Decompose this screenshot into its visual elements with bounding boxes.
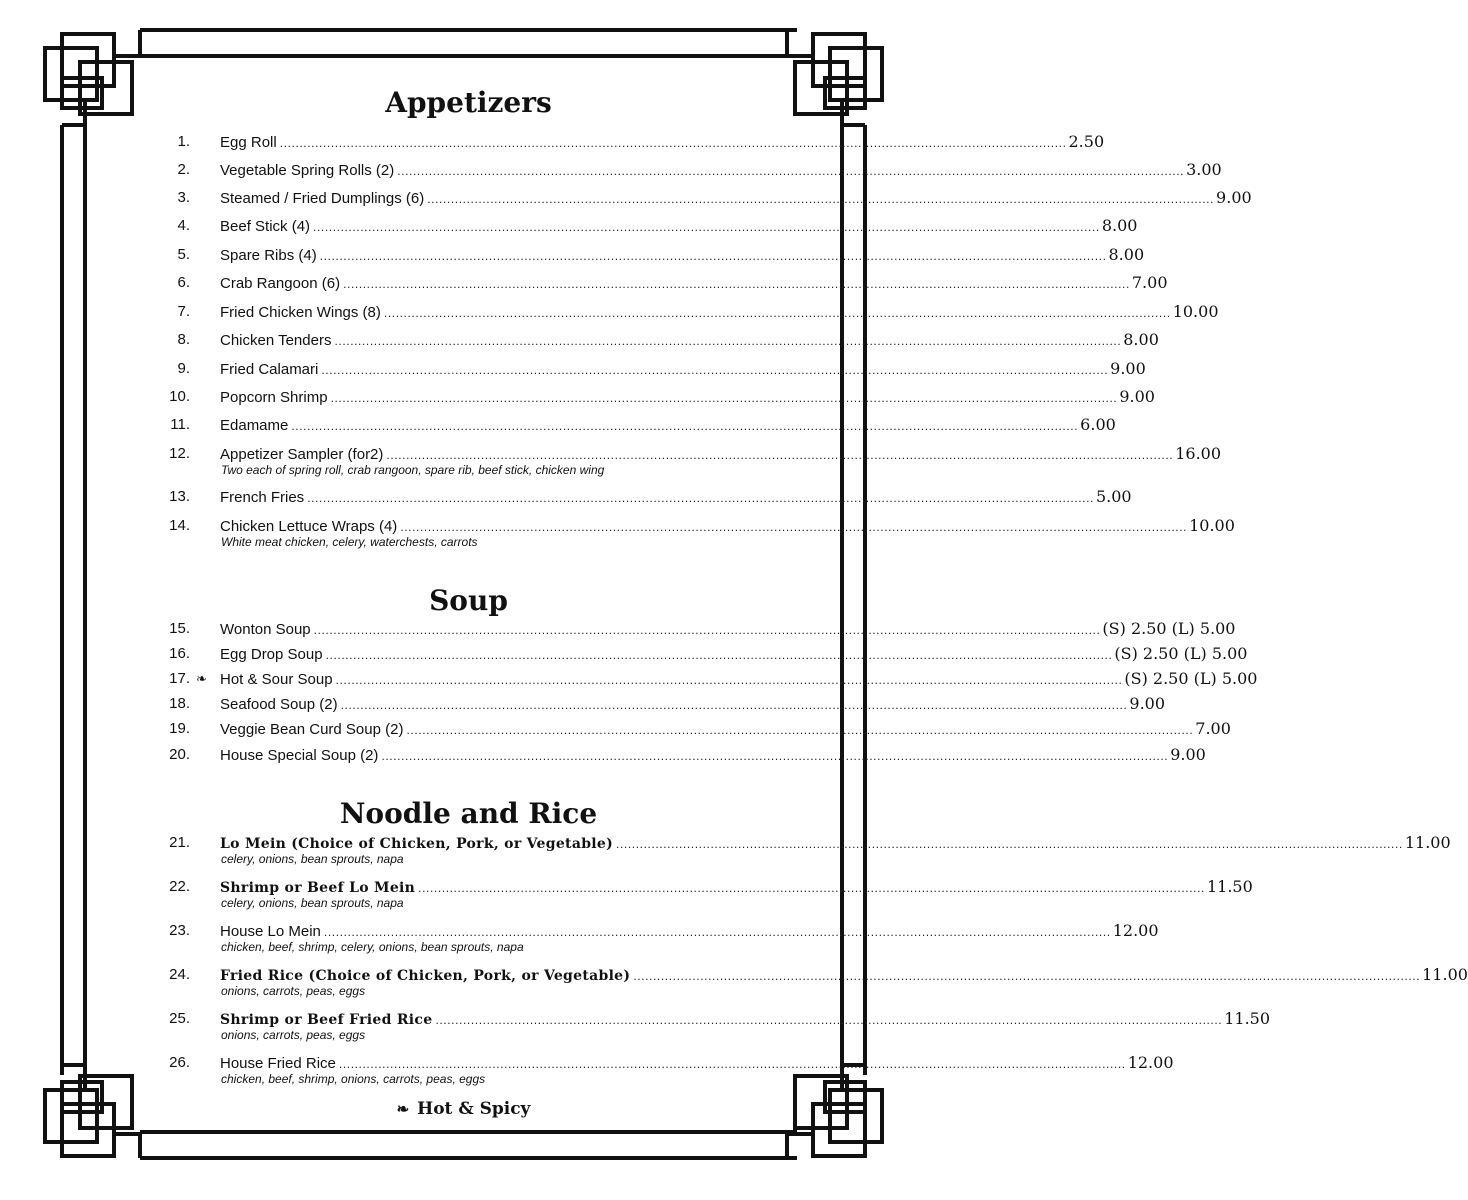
item-name: Fried Rice (Choice of Chicken, Pork, or Vegetable) xyxy=(220,968,631,984)
item-number: 15. xyxy=(169,620,190,637)
menu-item xyxy=(0,245,1145,269)
dot-leader: ........................................................................................................................................................................................................ xyxy=(397,164,1185,178)
item-description: celery, onions, bean sprouts, napa xyxy=(221,852,404,866)
item-number: 2. xyxy=(177,161,190,178)
item-number: 21. xyxy=(169,834,190,851)
item-line xyxy=(220,330,1159,351)
item-name: Steamed / Fried Dumplings (6) xyxy=(220,190,425,207)
item-number: 10. xyxy=(169,388,190,405)
item-number: 7. xyxy=(177,303,190,320)
pepper-icon: ❧ xyxy=(396,1100,410,1118)
item-line xyxy=(220,444,1222,465)
dot-leader: ........................................................................................................................................................................................................ xyxy=(291,419,1079,433)
item-line xyxy=(220,415,1116,436)
item-description: White meat chicken, celery, waterchests, carrots xyxy=(221,535,478,549)
item-line xyxy=(220,132,1105,153)
item-price: 11.50 xyxy=(1206,877,1253,896)
item-number: 25. xyxy=(169,1010,190,1027)
item-price: (S) 2.50 (L) 5.00 xyxy=(1102,619,1236,638)
item-number: 6. xyxy=(177,274,190,291)
item-line xyxy=(220,302,1219,323)
item-line xyxy=(220,694,1166,715)
item-price: 12.00 xyxy=(1127,1053,1174,1072)
item-name: House Lo Mein xyxy=(220,923,321,940)
item-description: Two each of spring roll, crab rangoon, spare rib, beef stick, chicken wing xyxy=(221,463,605,477)
dot-leader: ........................................................................................................................................................................................................ xyxy=(325,648,1113,662)
menu-item xyxy=(0,188,1252,212)
dot-leader: ........................................................................................................................................................................................................ xyxy=(330,391,1118,405)
dot-leader: ........................................................................................................................................................................................................ xyxy=(616,837,1403,851)
dot-leader: ........................................................................................................................................................................................................ xyxy=(313,623,1101,637)
item-price: 16.00 xyxy=(1175,444,1222,463)
item-line xyxy=(220,745,1206,766)
item-price: 9.00 xyxy=(1110,359,1146,378)
item-line xyxy=(220,921,1159,942)
menu-item xyxy=(0,415,1116,439)
item-line xyxy=(220,1009,1271,1030)
item-price: (S) 2.50 (L) 5.00 xyxy=(1114,644,1248,663)
item-number: 20. xyxy=(169,746,190,763)
menu-item xyxy=(0,387,1155,411)
item-price: 2.50 xyxy=(1068,132,1105,151)
noodle-rice-title: Noodle and Rice xyxy=(339,797,598,830)
menu-item xyxy=(0,273,1168,297)
item-price: 12.00 xyxy=(1112,921,1159,940)
dot-leader: ........................................................................................................................................................................................................ xyxy=(335,673,1123,687)
item-line xyxy=(220,273,1168,294)
item-name: Hot & Sour Soup xyxy=(220,671,333,688)
item-name: French Fries xyxy=(220,489,305,506)
item-name: Fried Chicken Wings (8) xyxy=(220,304,381,321)
item-name: Seafood Soup (2) xyxy=(220,696,338,713)
menu-item xyxy=(0,359,1146,383)
item-line xyxy=(220,160,1222,181)
item-line xyxy=(220,359,1146,380)
item-price: (S) 2.50 (L) 5.00 xyxy=(1124,669,1258,688)
item-number: 1. xyxy=(177,133,190,150)
item-number: 24. xyxy=(169,966,190,983)
menu-item xyxy=(0,745,1206,769)
item-line xyxy=(220,245,1145,266)
dot-leader: ........................................................................................................................................................................................................ xyxy=(334,334,1122,348)
item-description: onions, carrots, peas, eggs xyxy=(221,1028,366,1042)
item-line xyxy=(220,965,1468,986)
item-number: 19. xyxy=(169,720,190,737)
item-price: 5.00 xyxy=(1095,487,1132,506)
dot-leader: ........................................................................................................................................................................................................ xyxy=(323,925,1111,939)
menu-item xyxy=(0,644,1248,668)
dot-leader: ........................................................................................................................................................................................................ xyxy=(633,969,1421,983)
dot-leader: ........................................................................................................................................................................................................ xyxy=(279,136,1067,150)
menu-item xyxy=(0,444,1222,477)
item-name: Egg Drop Soup xyxy=(220,646,323,663)
menu-item xyxy=(0,216,1138,240)
item-name: Edamame xyxy=(220,417,289,434)
item-name: Fried Calamari xyxy=(220,361,319,378)
dot-leader: ........................................................................................................................................................................................................ xyxy=(307,491,1094,505)
dot-leader: ........................................................................................................................................................................................................ xyxy=(321,363,1109,377)
menu-item xyxy=(0,619,1236,643)
menu-item xyxy=(0,921,1159,954)
legend-label: Hot & Spicy xyxy=(417,1099,531,1119)
item-line xyxy=(220,516,1235,537)
item-line xyxy=(220,669,1258,690)
appetizers-title: Appetizers xyxy=(385,86,552,119)
item-price: 6.00 xyxy=(1080,415,1116,434)
item-number: 3. xyxy=(177,189,190,206)
item-price: 10.00 xyxy=(1189,516,1235,535)
item-line xyxy=(220,1053,1174,1074)
item-price: 7.00 xyxy=(1131,273,1168,292)
item-number: 22. xyxy=(169,878,190,895)
item-number: 12. xyxy=(169,445,190,462)
item-line xyxy=(220,833,1451,854)
menu-item xyxy=(0,694,1166,718)
menu-item xyxy=(0,302,1219,326)
item-line xyxy=(220,188,1252,209)
item-name: House Special Soup (2) xyxy=(220,747,379,764)
item-description: chicken, beef, shrimp, onions, carrots, peas, eggs xyxy=(221,1072,486,1086)
item-name: Shrimp or Beef Lo Mein xyxy=(220,880,416,896)
item-number: 4. xyxy=(177,217,190,234)
item-line xyxy=(220,216,1138,237)
item-name: Chicken Tenders xyxy=(220,332,332,349)
item-name: House Fried Rice xyxy=(220,1055,336,1072)
item-line xyxy=(220,387,1155,408)
item-number: 16. xyxy=(169,645,190,662)
menu-item xyxy=(0,487,1132,511)
item-line xyxy=(220,487,1132,508)
item-name: Crab Rangoon (6) xyxy=(220,275,341,292)
dot-leader: ........................................................................................................................................................................................................ xyxy=(418,881,1205,895)
item-number: 26. xyxy=(169,1054,190,1071)
item-description: chicken, beef, shrimp, celery, onions, bean sprouts, napa xyxy=(221,940,524,954)
dot-leader: ........................................................................................................................................................................................................ xyxy=(381,749,1169,763)
item-price: 8.00 xyxy=(1108,245,1145,264)
item-number: 9. xyxy=(177,360,190,377)
item-number: 14. xyxy=(169,517,190,534)
item-description: celery, onions, bean sprouts, napa xyxy=(221,896,404,910)
item-price: 11.00 xyxy=(1404,833,1451,852)
item-price: 9.00 xyxy=(1129,694,1166,713)
item-price: 10.00 xyxy=(1172,302,1219,321)
dot-leader: ........................................................................................................................................................................................................ xyxy=(338,1057,1126,1071)
dot-leader: ........................................................................................................................................................................................................ xyxy=(383,306,1171,320)
item-line xyxy=(220,619,1236,640)
item-name: Chicken Lettuce Wraps (4) xyxy=(220,518,398,535)
item-number: 23. xyxy=(169,922,190,939)
menu-item xyxy=(0,1009,1271,1042)
item-number: 8. xyxy=(177,331,190,348)
item-price: 9.00 xyxy=(1119,387,1155,406)
dot-leader: ........................................................................................................................................................................................................ xyxy=(400,520,1188,534)
menu-item xyxy=(0,719,1231,743)
item-name: Spare Ribs (4) xyxy=(220,247,317,264)
item-name: Appetizer Sampler (for2) xyxy=(220,446,384,463)
item-price: 8.00 xyxy=(1123,330,1159,349)
menu-item xyxy=(0,965,1468,998)
item-price: 9.00 xyxy=(1170,745,1206,764)
item-name: Beef Stick (4) xyxy=(220,218,311,235)
soup-title: Soup xyxy=(429,584,508,617)
dot-leader: ........................................................................................................................................................................................................ xyxy=(340,698,1128,712)
item-name: Lo Mein (Choice of Chicken, Pork, or Vegetable) xyxy=(220,836,614,852)
item-line xyxy=(220,719,1231,740)
item-line xyxy=(220,644,1248,665)
item-number: 11. xyxy=(170,416,190,433)
item-line xyxy=(220,877,1253,898)
item-number: 18. xyxy=(169,695,190,712)
menu-item xyxy=(0,1053,1174,1086)
item-name: Veggie Bean Curd Soup (2) xyxy=(220,721,404,738)
item-name: Popcorn Shrimp xyxy=(220,389,328,406)
dot-leader: ........................................................................................................................................................................................................ xyxy=(435,1013,1223,1027)
menu-item xyxy=(0,160,1222,184)
dot-leader: ........................................................................................................................................................................................................ xyxy=(427,192,1215,206)
dot-leader: ........................................................................................................................................................................................................ xyxy=(386,448,1174,462)
item-name: Vegetable Spring Rolls (2) xyxy=(220,162,395,179)
dot-leader: ........................................................................................................................................................................................................ xyxy=(319,249,1107,263)
menu-item xyxy=(0,330,1159,354)
item-price: 8.00 xyxy=(1101,216,1138,235)
item-price: 9.00 xyxy=(1216,188,1252,207)
dot-leader: ........................................................................................................................................................................................................ xyxy=(406,723,1194,737)
menu-item xyxy=(0,516,1235,549)
dot-leader: ........................................................................................................................................................................................................ xyxy=(343,277,1130,291)
item-price: 3.00 xyxy=(1186,160,1222,179)
item-price: 11.00 xyxy=(1422,965,1468,984)
menu-item xyxy=(0,132,1105,156)
item-description: onions, carrots, peas, eggs xyxy=(221,984,366,998)
hot-spicy-legend xyxy=(0,1099,927,1119)
item-number: 13. xyxy=(169,488,190,505)
menu-item xyxy=(0,669,1258,693)
dot-leader: ........................................................................................................................................................................................................ xyxy=(313,220,1100,234)
item-price: 11.50 xyxy=(1224,1009,1271,1028)
item-name: Wonton Soup xyxy=(220,621,311,638)
menu-item xyxy=(0,833,1451,866)
item-name: Shrimp or Beef Fried Rice xyxy=(220,1012,433,1028)
item-number: 17. xyxy=(169,670,190,687)
item-name: Egg Roll xyxy=(220,134,277,151)
pepper-icon: ❧ xyxy=(196,671,207,686)
item-price: 7.00 xyxy=(1195,719,1231,738)
item-number: 5. xyxy=(177,246,190,263)
menu-item xyxy=(0,877,1253,910)
